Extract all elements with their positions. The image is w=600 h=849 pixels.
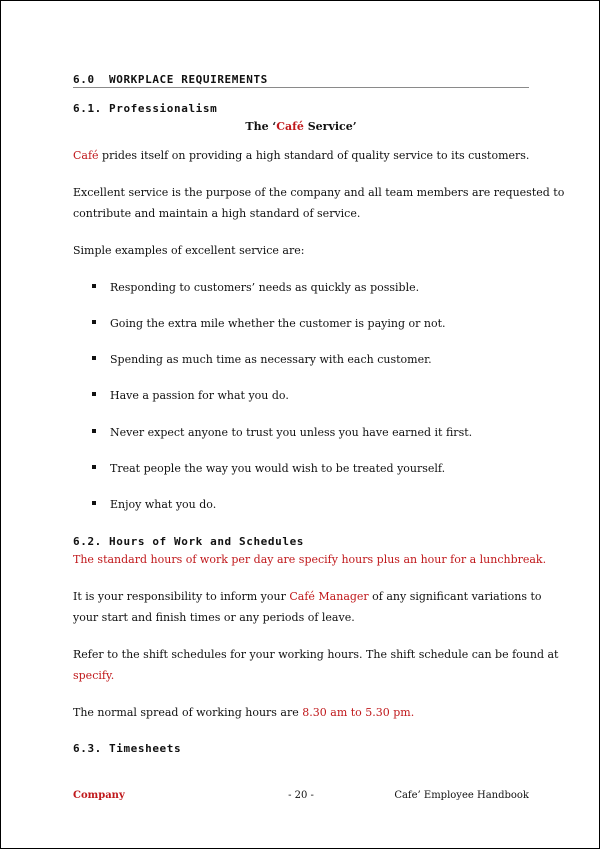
footer-page-number: - 20 - <box>288 790 314 801</box>
list-item: Treat people the way you would wish to be treated yourself. <box>92 462 445 475</box>
cafe-manager-text: Café Manager <box>289 590 369 603</box>
paragraph-excellent-service-line2: contribute and maintain a high standard of service. <box>73 207 361 220</box>
list-item: Responding to customers’ needs as quickly as possible. <box>92 281 419 294</box>
section-heading-6-1 <box>73 102 217 115</box>
paragraph-responsibility-line1: It is your responsibility to inform your Café Manager of any significant variations to <box>73 590 542 603</box>
section-number: 6.0 <box>73 73 95 86</box>
list-item: Never expect anyone to trust you unless you have earned it first. <box>92 426 472 439</box>
section-heading-6-3 <box>73 742 181 755</box>
bullet-icon <box>92 465 96 469</box>
section-title: Timesheets <box>109 742 182 755</box>
bullet-icon <box>92 284 96 288</box>
bullet-icon <box>92 429 96 433</box>
paragraph-standard-hours: The standard hours of work per day are specify hours plus an hour for a lunchbreak. <box>73 553 547 566</box>
footer-company: Company <box>73 790 125 801</box>
bullet-icon <box>92 501 96 505</box>
paragraph-excellent-service-line1: Excellent service is the purpose of the company and all team members are requested to <box>73 186 565 199</box>
section-title: Hours of Work and Schedules <box>109 535 305 548</box>
list-item: Have a passion for what you do. <box>92 389 289 402</box>
hours-range: 8.30 am to 5.30 pm. <box>302 706 415 719</box>
bullet-icon <box>92 392 96 396</box>
section-number: 6.2. <box>73 535 102 548</box>
bullet-icon <box>92 356 96 360</box>
section-number: 6.3. <box>73 742 102 755</box>
paragraph-shift-schedule-line2: specify. <box>73 669 115 682</box>
paragraph-responsibility-line2: your start and finish times or any periods of leave. <box>73 611 355 624</box>
section-heading-6-0 <box>73 73 529 88</box>
page-footer <box>73 790 529 804</box>
list-item: Going the extra mile whether the customer is paying or not. <box>92 317 446 330</box>
list-item: Spending as much time as necessary with each customer. <box>92 353 432 366</box>
paragraph-cafe-pride: Café prides itself on providing a high standard of quality service to its customers. <box>73 149 530 162</box>
section-heading-6-2 <box>73 535 304 548</box>
list-item: Enjoy what you do. <box>92 498 216 511</box>
section-title: Professionalism <box>109 102 218 115</box>
paragraph-examples-intro: Simple examples of excellent service are: <box>73 244 305 257</box>
paragraph-working-hours: The normal spread of working hours are 8.30 am to 5.30 pm. <box>73 706 415 719</box>
subheading-cafe-service: The ‘Café Service’ <box>245 120 357 133</box>
brand-name: Café <box>276 120 304 133</box>
section-title: WORKPLACE REQUIREMENTS <box>109 73 268 86</box>
bullet-icon <box>92 320 96 324</box>
footer-document-title: Cafe’ Employee Handbook <box>394 790 529 801</box>
paragraph-shift-schedule-line1: Refer to the shift schedules for your working hours. The shift schedule can be found at <box>73 648 559 661</box>
section-number: 6.1. <box>73 102 102 115</box>
brand-name: Café <box>73 149 99 162</box>
